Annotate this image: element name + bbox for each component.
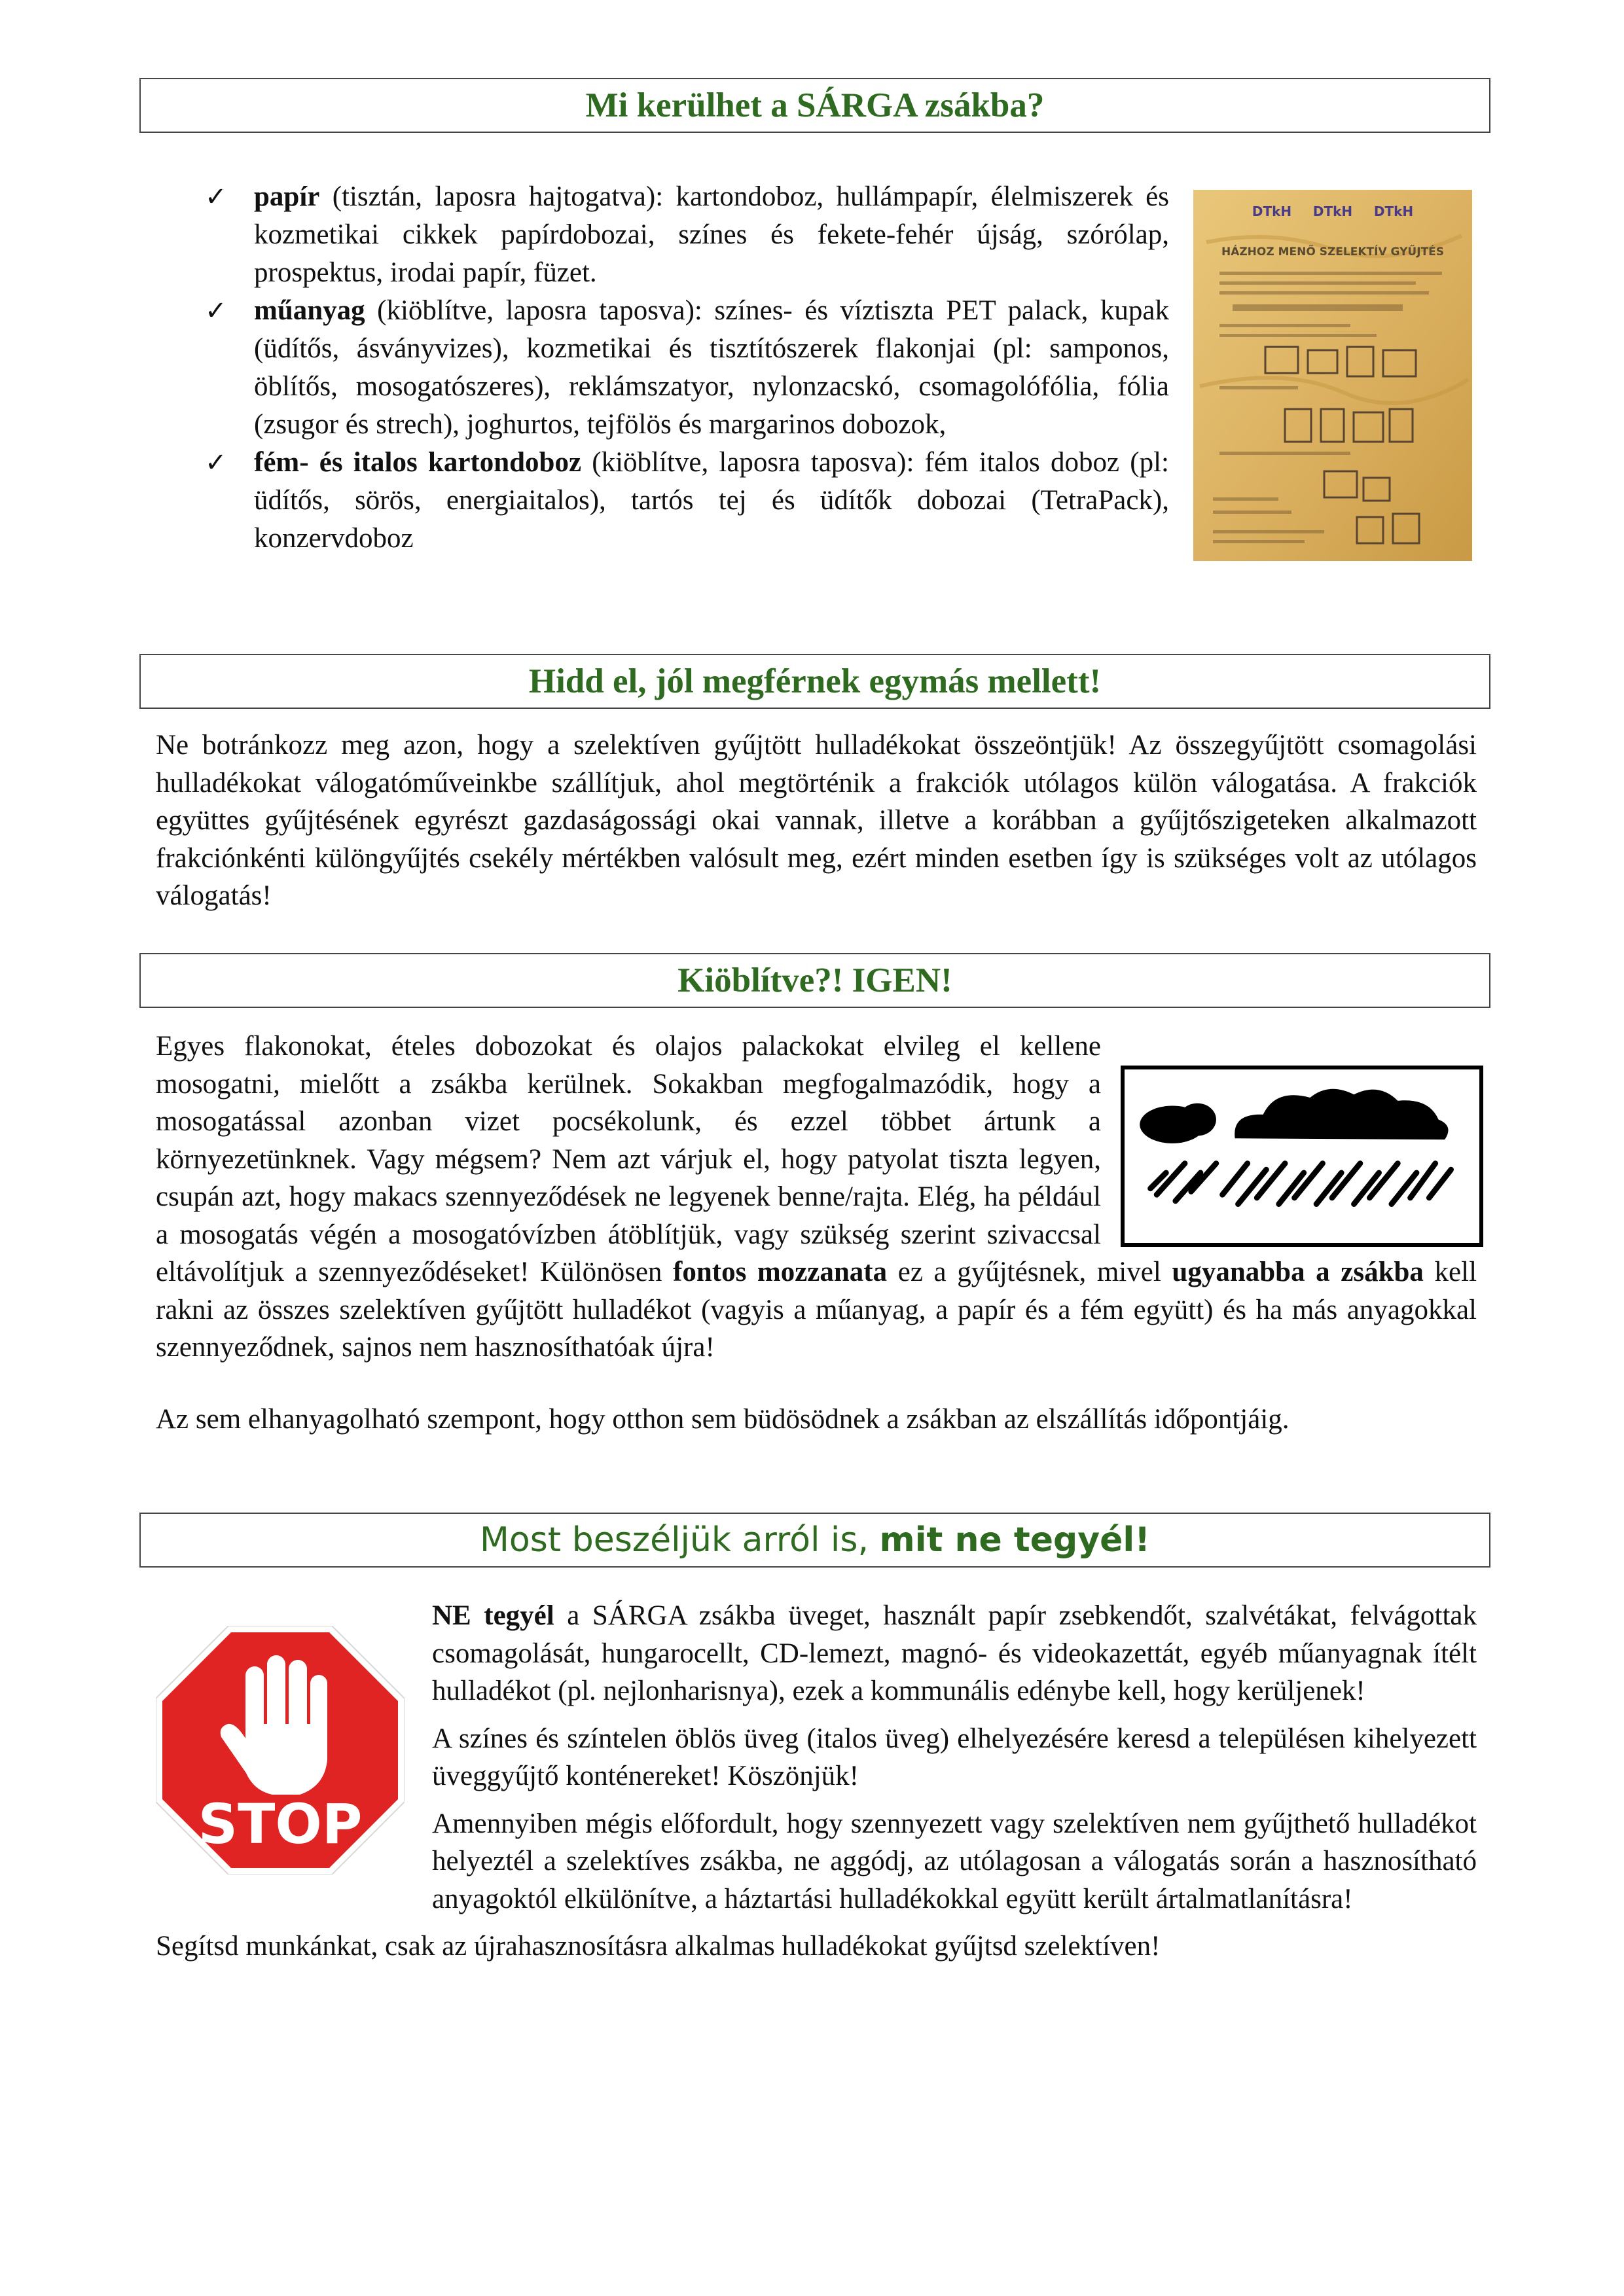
- do-not-paragraph-3: Amennyiben mégis előfordult, hogy szennyezett vagy szelektíven nem gyűjthető hulladékot helyeztél a szelektíves zsákba, ne aggódj, az utólagosan a válogatás során a hasznosítható anyagoktól elkülönítve, a háztartási hulladékokkal együtt került ártalmatlanításra!: [432, 1808, 1477, 1914]
- list-item: ✓ műanyag (kiöblítve, laposra taposva): színes- és víztiszta PET palack, kupak (üdítős, ásványvizes), kozmetikai és tisztítószerek flakonjai (pl: samponos, öblítős, mosogatószeres), reklámszatyor, nylonzacskó, csomagolófólia, fólia (zsugor és strech), joghurtos, tejfölös és margarinos dobozok,: [205, 292, 1169, 444]
- check-mark-icon: ✓: [205, 448, 227, 478]
- recyclable-list: [205, 178, 1169, 558]
- section-title-together: Hidd el, jól megférnek egymás mellett!: [139, 654, 1490, 709]
- rain-cloud-icon: [1121, 1066, 1483, 1247]
- section-title-do-not: Most beszéljük arról is, mit ne tegyél!: [139, 1513, 1490, 1568]
- do-not-text: [156, 1597, 1477, 1965]
- smell-paragraph: Az sem elhanyagolható szempont, hogy otthon sem büdösödnek a zsákban az elszállítás időpontjáig.: [156, 1404, 1290, 1435]
- rinse-paragraph: Egyes flakonokat, ételes dobozokat és olajos palackokat elvileg el kellene mosogatni, mielőtt a zsákba kerülnek. Sokakban megfogalmazódik, hogy a mosogatással azonban vizet pocsékolunk, és ezzel többet ártunk a környezetünknek. Vagy mégsem? Nem azt várjuk el, hogy patyolat tiszta legyen, csupán azt, hogy makacs szennyeződések ne legyenek benne/rajta. Elég, ha például a mosogatás végén a mosogatóvízben átöblítjük, vagy szükség szerint szivaccsal eltávolítjuk a szennyeződéseket! Különösen fontos mozzanata ez a gyűjtésnek, mivel ugyanabba a zsákba kell rakni az összes szelektíven gyűjtött hulladékot (vagyis a műanyag, a papír és a fém együtt) és ha más anyagokkal szennyeződnek, sajnos nem hasznosíthatóak újra!: [156, 1028, 1477, 1367]
- list-item: ✓ papír (tisztán, laposra hajtogatva): kartondoboz, hullámpapír, élelmiszerek és kozmetikai cikkek papírdobozai, színes és fekete-fehér újság, szórólap, prospektus, irodai papír, füzet.: [205, 178, 1169, 292]
- do-not-paragraph-2: A színes és színtelen öblös üveg (italos üveg) elhelyezésére keresd a településen kihelyezett üveggyűjtő konténereket! Köszönjük!: [432, 1723, 1477, 1791]
- do-not-paragraph-4: Segítsd munkánkat, csak az újrahasznosításra alkalmas hulladékokat gyűjtsd szelektíven!: [156, 1931, 1161, 1962]
- yellow-bag-photo: [1193, 190, 1472, 561]
- check-mark-icon: ✓: [205, 296, 227, 326]
- bag-logo: DTkH: [1373, 204, 1414, 219]
- section-title-yellow-bag: Mi kerülhet a SÁRGA zsákba?: [139, 78, 1490, 133]
- do-not-paragraph-1: NE tegyél a SÁRGA zsákba üveget, használt papír zsebkendőt, szalvétákat, felvágottak csomagolását, hungarocellt, CD-lemezt, magnó- és videokazettát, egyéb műanyagnak ítélt hulladékot (pl. nejlonharisnya), ezek a kommunális edénybe kell, hogy kerüljenek!: [432, 1600, 1477, 1706]
- check-mark-icon: ✓: [205, 182, 227, 212]
- section-title-rinsed: Kiöblítve?! IGEN!: [139, 953, 1490, 1008]
- list-item: ✓ fém- és italos kartondoboz (kiöblítve, laposra taposva): fém italos doboz (pl: üdítős, sörös, energiaitalos), tartós tej és üdítők dobozai (TetraPack), konzervdoboz: [205, 444, 1169, 558]
- together-paragraph: Ne botránkozz meg azon, hogy a szelektíven gyűjtött hulladékokat összeöntjük! Az összegyűjtött csomagolási hulladékokat válogatóműveinkbe szállítjuk, ahol megtörténik a frakciók utólagos külön válogatása. A frakciók együttes gyűjtésének egyrészt gazdaságossági okai vannak, illetve a korábban a gyűjtőszigeteken alkalmazott frakciónkénti különgyűjtés csekély mértékben valósult meg, ezért minden esetben így is szükséges volt az utólagos válogatás!: [156, 730, 1477, 911]
- bag-logo: DTkH: [1312, 204, 1353, 219]
- stop-sign-label: STOP: [198, 1792, 363, 1856]
- bag-heading: HÁZHOZ MENŐ SZELEKTÍV GYŰJTÉS: [1221, 245, 1445, 259]
- bag-logo: DTkH: [1252, 204, 1292, 219]
